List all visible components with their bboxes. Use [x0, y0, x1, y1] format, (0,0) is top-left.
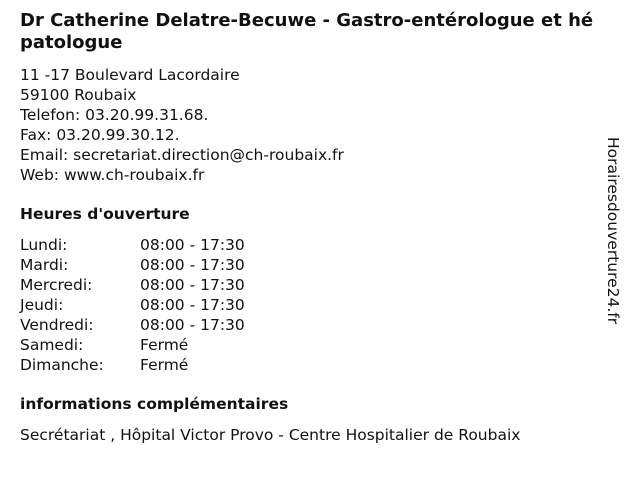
hours-time: 08:00 - 17:30 [140, 316, 245, 334]
additional-info-text: Secrétariat , Hôpital Victor Provo - Centre Hospitalier de Roubaix [20, 426, 521, 444]
hours-row-thursday [20, 295, 245, 315]
hours-day: Jeudi: [20, 296, 64, 314]
hours-time: 08:00 - 17:30 [140, 296, 245, 314]
hours-time: Fermé [140, 336, 189, 354]
address-line-2: 59100 Roubaix [20, 86, 137, 104]
hours-row-saturday [20, 335, 245, 355]
phone-text: Telefon: 03.20.99.31.68. [20, 106, 209, 124]
opening-hours-heading: Heures d'ouverture [20, 205, 190, 223]
contact-block [20, 65, 344, 185]
hours-row-monday [20, 235, 245, 255]
hours-row-tuesday [20, 255, 245, 275]
page-title: Dr Catherine Delatre-Becuwe - Gastro-entérologue et hépatologue [20, 10, 594, 53]
hours-row-sunday [20, 355, 245, 375]
hours-time: 08:00 - 17:30 [140, 236, 245, 254]
hours-time: Fermé [140, 356, 189, 374]
hours-row-wednesday [20, 275, 245, 295]
opening-hours-table [20, 235, 245, 375]
hours-time: 08:00 - 17:30 [140, 256, 245, 274]
hours-row-friday [20, 315, 245, 335]
fax-text: Fax: 03.20.99.30.12. [20, 126, 180, 144]
hours-time: 08:00 - 17:30 [140, 276, 245, 294]
hours-day: Dimanche: [20, 356, 104, 374]
site-watermark: Horairesdouverture24.fr [604, 137, 622, 325]
hours-day: Lundi: [20, 236, 68, 254]
additional-info-heading: informations complémentaires [20, 395, 289, 413]
hours-day: Samedi: [20, 336, 84, 354]
hours-day: Vendredi: [20, 316, 94, 334]
hours-day: Mercredi: [20, 276, 93, 294]
web-text[interactable]: Web: www.ch-roubaix.fr [20, 166, 205, 184]
address-line-1: 11 -17 Boulevard Lacordaire [20, 66, 240, 84]
email-text[interactable]: Email: secretariat.direction@ch-roubaix.fr [20, 146, 344, 164]
hours-day: Mardi: [20, 256, 69, 274]
